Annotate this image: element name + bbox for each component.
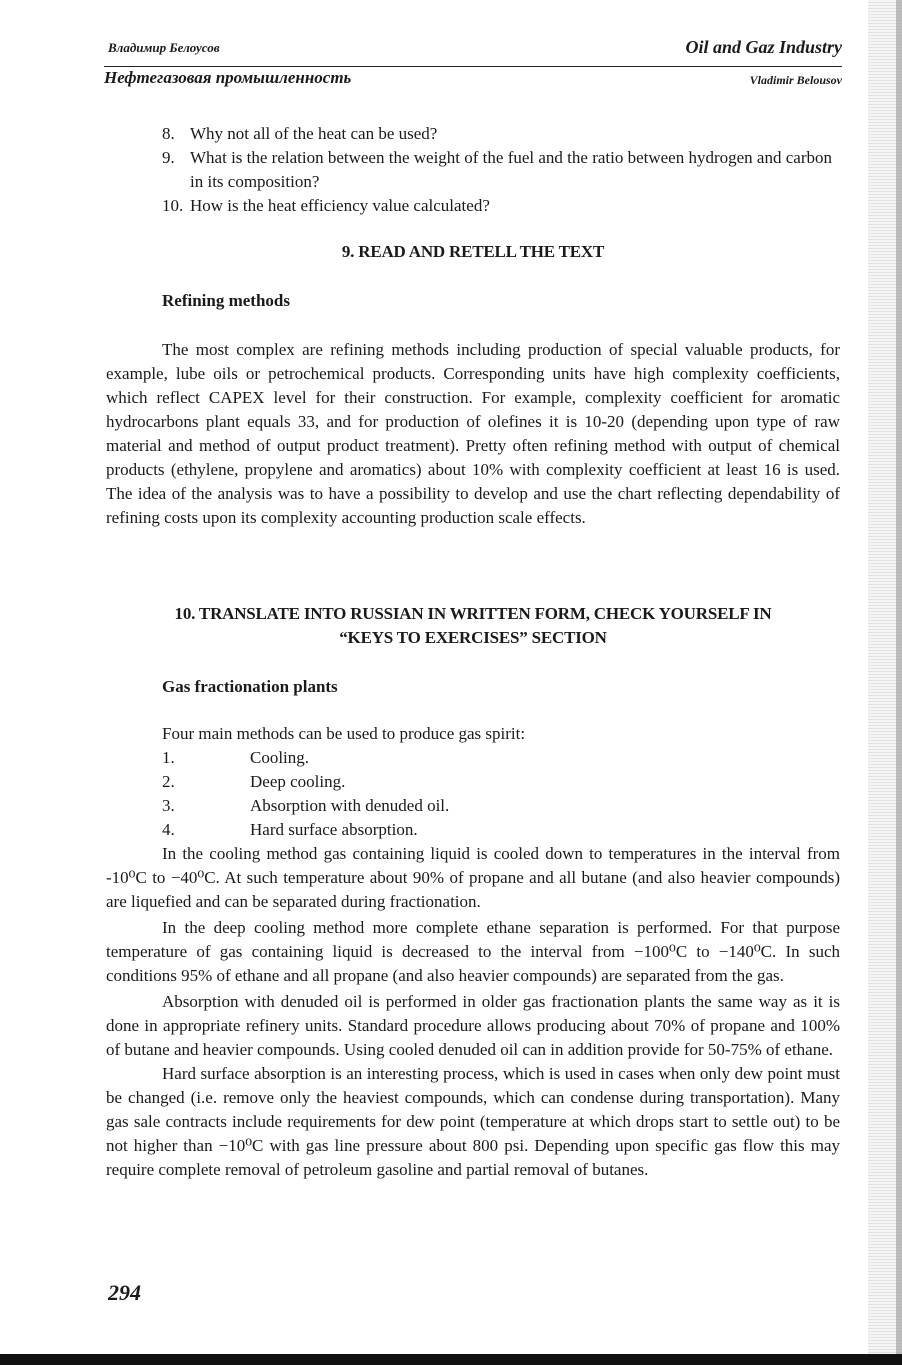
list-item [162,794,840,818]
method-number: 2. [162,772,175,791]
list-item [162,746,840,770]
list-item [162,122,840,146]
section-10-heading-line-2: “KEYS TO EXERCISES” SECTION [339,628,607,647]
paragraph: Absorption with denuded oil is performed in older gas fractionation plants the same way as it is done in appropriate refinery units. Standard procedure allows producing about 70% of propane and 100% of butane and heavier compounds. Using cooled denuded oil can in addition provide for 50-75% of ethane. [106,992,840,1059]
scan-edge-line [896,0,902,1365]
scan-bottom-band [0,1354,902,1365]
method-text: Cooling. [250,748,310,767]
list-item [162,146,840,194]
list-item [162,194,840,218]
page-number: 294 [108,1280,141,1305]
paragraph: Hard surface absorption is an interesting process, which is used in cases when only dew point must be changed (i.e. remove only the heaviest compounds, which can condense during transportation). Many gas sale contracts include requirements for dew point (temperature at which drops start to settle out) to be not higher than −10⁰C with gas line pressure about 800 psi. Depending upon specific gas flow this may require complete removal of petroleum gasoline and partial removal of butanes. [106,1064,840,1179]
gas-fractionation-subheading: Gas fractionation plants [162,677,338,696]
refining-methods-text [106,338,840,530]
method-number: 3. [162,796,175,815]
running-header-author-en: Vladimir Belousov [749,73,842,87]
paragraph: In the cooling method gas containing liquid is cooled down to temperatures in the interval from -10⁰C to −40⁰C. At such temperature about 90% of propane and all butane (and also heavier compounds) are liquefied and can be separated during fractionation. [106,844,840,911]
running-header-author-ru: Владимир Белоусов [108,40,220,55]
section-9-heading: 9. READ AND RETELL THE TEXT [341,242,605,261]
question-text: What is the relation between the weight of the fuel and the ratio between hydrogen and carbon in its composition? [190,148,832,191]
question-number: 8. [162,124,175,143]
methods-intro: Four main methods can be used to produce gas spirit: [162,724,526,743]
section-10-heading-line-1: 10. TRANSLATE INTO RUSSIAN IN WRITTEN FORM, CHECK YOURSELF IN [174,604,772,623]
header-rule [104,66,842,67]
question-list [162,122,840,218]
method-text: Deep cooling. [250,772,346,791]
gas-fractionation-text [106,842,840,1182]
refining-methods-subheading: Refining methods [162,291,290,310]
question-number: 10. [162,196,184,215]
paragraph: The most complex are refining methods including production of special valuable products, for example, lube oils or petrochemical products. Corresponding units have high complexity coefficients, which reflect CAPEX level for their construction. For example, complexity coefficient for aromatic hydrocarbons plant equals 33, and for production of olefines it is 10-20 (depending upon type of raw material and method of output product treatment). Pretty often refining method with output of chemical products (ethylene, propylene and aromatics) about 10% with complexity coefficient at least 16 is used. The idea of the analysis was to have a possibility to develop and use the chart reflecting dependability of refining costs upon its complexity accounting production scale effects. [106,340,840,527]
method-number: 1. [162,748,175,767]
list-item [162,818,840,842]
method-text: Hard surface absorption. [250,820,418,839]
list-item [162,770,840,794]
methods-list [162,746,840,842]
method-number: 4. [162,820,175,839]
question-number: 9. [162,148,175,167]
running-header-title-ru: Нефтегазовая промышленность [104,68,352,87]
paragraph: In the deep cooling method more complete ethane separation is performed. For that purpose temperature of gas containing liquid is decreased to the interval from −100⁰C to −140⁰C. In such conditions 95% of ethane and all propane (and also heavier compounds) are separated from the gas. [106,918,840,985]
question-text: Why not all of the heat can be used? [190,124,438,143]
running-header-title-en: Oil and Gaz Industry [685,37,842,57]
section-10-heading [106,602,840,650]
method-text: Absorption with denuded oil. [250,796,450,815]
question-text: How is the heat efficiency value calculated? [190,196,490,215]
